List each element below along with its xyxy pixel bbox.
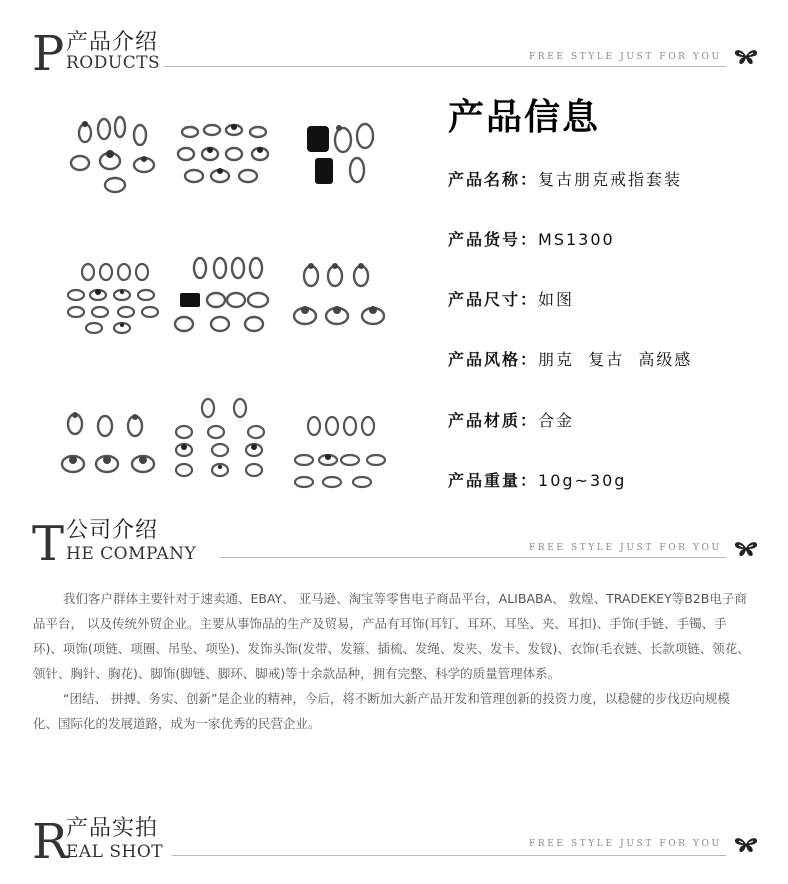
company-divider [220, 557, 726, 558]
info-label: 产品名称： [448, 170, 539, 189]
product-info-title: 产品信息 [448, 97, 601, 138]
real-shot-divider [172, 855, 726, 856]
info-label: 产品尺寸： [448, 290, 539, 309]
ring-set-photo [170, 248, 282, 343]
company-cn-title: 公司介绍 [66, 518, 159, 543]
info-label: 产品货号： [448, 230, 539, 249]
info-row-weight [448, 473, 626, 489]
info-value: 复古朋克戒指套装 [538, 170, 683, 189]
real-shot-tagline: FREE STYLE JUST FOR YOU [529, 839, 722, 849]
info-row-size [448, 292, 574, 308]
info-label: 产品材质： [448, 411, 539, 430]
company-paragraph: 我们客户群体主要针对于速卖通、EBAY、 亚马逊、淘宝等零售电子商品平台，ALIBABA、 敦煌、TRADEKEY等B2B电子商品平台， 以及传统外贸企业。主要从事饰品的生产及贸易，产品有耳饰(耳钉、耳环、耳坠、夹、耳扣)、手饰(手链、手镯、手环)、项饰(项链、项圈、吊坠、项坠)、发饰头饰(发带、发箍、插梳、发绳、发夹、发卡、发钗)、衣饰(毛衣链、长款项链、领花、领针、胸针、胸花)、脚饰(脚链、脚环、脚戒)等十余款品种，拥有完整、科学的质量管理体系。 [33, 591, 750, 681]
company-section-header [0, 512, 788, 572]
company-en-title: HE COMPANY [66, 544, 197, 564]
products-en-title: RODUCTS [66, 53, 161, 73]
products-tagline: FREE STYLE JUST FOR YOU [529, 52, 722, 62]
butterfly-icon [734, 48, 758, 66]
info-value: 朋克 复古 高级感 [538, 350, 693, 369]
ring-set-photo [60, 250, 172, 345]
ring-set-photo [293, 110, 405, 205]
real-shot-en-title: EAL SHOT [66, 842, 164, 862]
info-value: 合金 [538, 411, 575, 430]
info-row-sku [448, 232, 615, 248]
real-shot-section-header [0, 810, 788, 884]
butterfly-icon [734, 540, 758, 558]
ring-set-photo [170, 394, 282, 489]
ring-set-photo [172, 110, 284, 205]
products-initial: P [32, 26, 65, 82]
ring-set-photo [60, 105, 172, 200]
ring-set-photo [284, 404, 396, 499]
company-tagline: FREE STYLE JUST FOR YOU [529, 543, 722, 553]
products-cn-title: 产品介绍 [66, 30, 159, 55]
company-initial: T [32, 516, 65, 572]
real-shot-cn-title: 产品实拍 [66, 816, 159, 841]
butterfly-icon [734, 836, 758, 854]
company-description [33, 586, 753, 736]
company-paragraph: “团结、 拼搏、务实、创新”是企业的精神，今后，将不断加大新产品开发和管理创新的投资力度，以稳健的步伐迈向规模化、国际化的发展道路，成为一家优秀的民营企业。 [33, 691, 730, 731]
info-row-style [448, 352, 692, 368]
ring-set-photo [285, 252, 397, 347]
ring-set-photo [55, 396, 167, 491]
info-label: 产品重量： [448, 471, 539, 490]
products-section-header [0, 0, 788, 80]
real-shot-initial: R [32, 814, 69, 870]
info-value: 如图 [538, 290, 575, 309]
products-divider [164, 66, 726, 67]
info-value: 10g~30g [538, 471, 627, 490]
info-label: 产品风格： [448, 350, 539, 369]
info-row-name [448, 172, 682, 188]
info-value: MS1300 [538, 230, 615, 249]
info-row-material [448, 413, 574, 429]
